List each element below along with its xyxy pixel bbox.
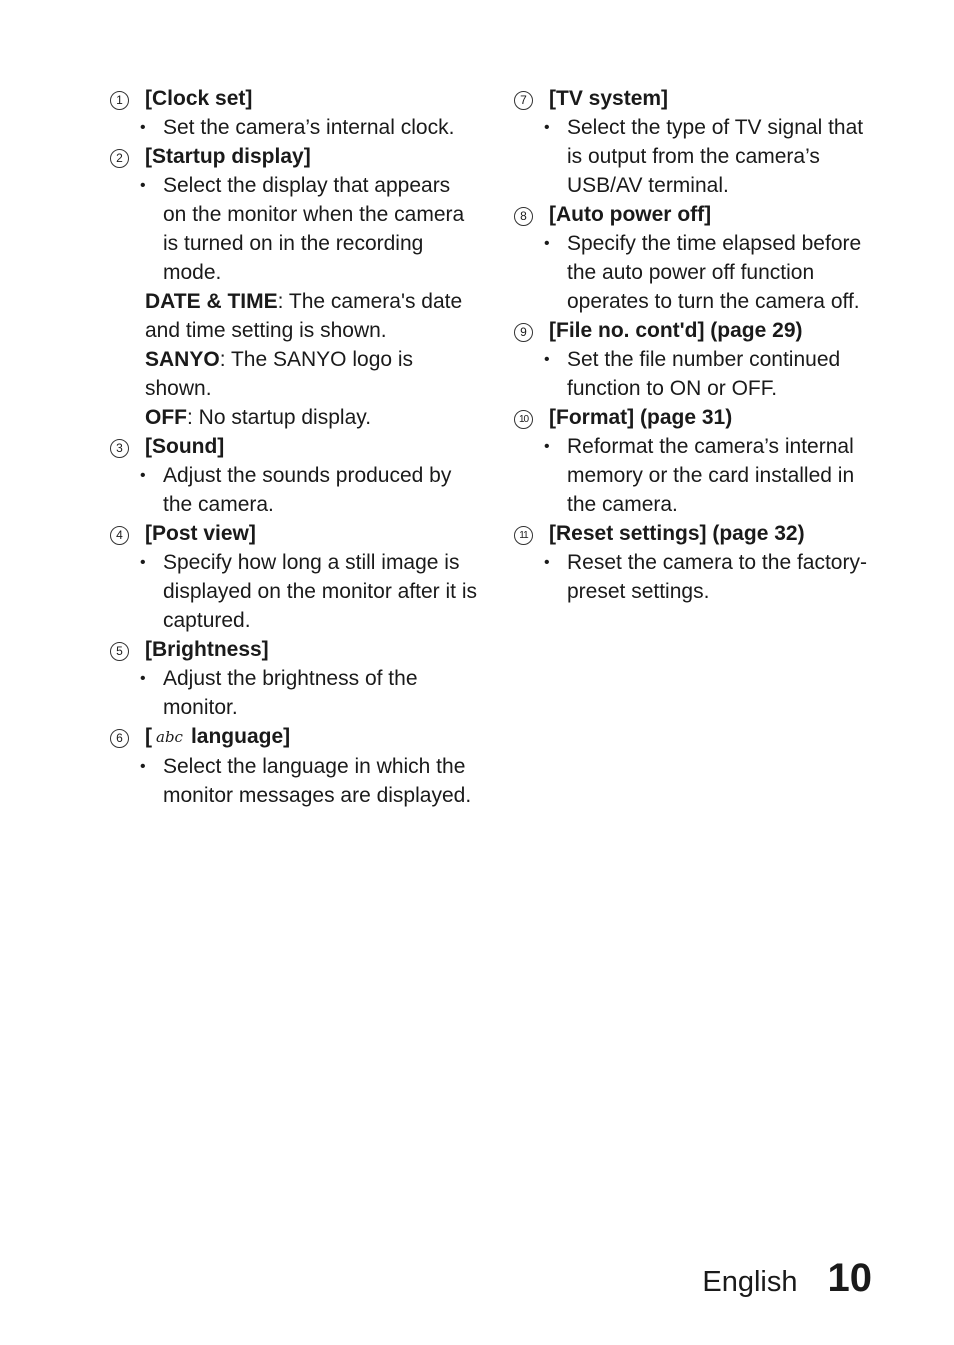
item-title: [Auto power off] [549, 203, 712, 226]
item-file-no-contd [512, 316, 882, 403]
option-term: SANYO [145, 348, 220, 371]
number-5-icon: 5 [110, 642, 129, 661]
language-abc-icon: abc [156, 728, 183, 746]
number-6-icon: 6 [110, 729, 129, 748]
item-reset-settings [512, 519, 882, 606]
bullet-text: • Select the language in which the monitor messages are displayed. [108, 752, 478, 810]
item-format [512, 403, 882, 519]
item-language: 6 [ abc language] • Select the language in which the monitor messages are displayed. [108, 722, 478, 810]
number-4-icon: 4 [110, 526, 129, 545]
item-startup-display [108, 142, 478, 432]
footer-language: English [702, 1266, 798, 1298]
bullet-text: • Set the file number continued function to ON or OFF. [512, 345, 882, 403]
bullet-text: • Adjust the brightness of the monitor. [108, 664, 478, 722]
item-title: [Format] (page 31) [549, 406, 733, 429]
item-title: [Reset settings] (page 32) [549, 522, 805, 545]
bullet-text: • Specify the time elapsed before the auto power off function operates to turn the camera off. [512, 229, 882, 316]
item-title: [Post view] [145, 522, 256, 545]
page-number: 10 [827, 1256, 872, 1300]
item-title: [Brightness] [145, 638, 269, 661]
bullet-text: • Select the type of TV signal that is output from the camera’s USB/AV terminal. [512, 113, 882, 200]
number-7-icon: 7 [514, 91, 533, 110]
option-term: DATE & TIME [145, 290, 278, 313]
item-title: language] [190, 725, 291, 748]
number-8-icon: 8 [514, 207, 533, 226]
number-2-icon: 2 [110, 149, 129, 168]
item-sound [108, 432, 478, 519]
item-auto-power-off [512, 200, 882, 316]
item-tv-system [512, 84, 882, 200]
right-column [512, 84, 882, 606]
bullet-text: • Select the display that appears on the monitor when the camera is turned on in the recording mode. [108, 171, 478, 287]
number-9-icon: 9 [514, 323, 533, 342]
item-clock-set [108, 84, 478, 142]
number-1-icon: 1 [110, 91, 129, 110]
number-3-icon: 3 [110, 439, 129, 458]
option-note: SANYO: The SANYO logo is shown. [145, 348, 414, 400]
item-title: [Sound] [145, 435, 225, 458]
bullet-text: • Reset the camera to the factory-preset settings. [512, 548, 882, 606]
bullet-text: • Specify how long a still image is displayed on the monitor after it is captured. [108, 548, 478, 635]
item-post-view [108, 519, 478, 635]
item-title: [File no. cont'd] (page 29) [549, 319, 803, 342]
bullet-text: • Adjust the sounds produced by the camera. [108, 461, 478, 519]
left-column [108, 84, 478, 810]
bullet-text: • Reformat the camera’s internal memory or the card installed in the camera. [512, 432, 882, 519]
item-brightness [108, 635, 478, 722]
option-note: OFF: No startup display. [145, 406, 372, 429]
item-title: [Clock set] [145, 87, 253, 110]
bullet-text: • Set the camera’s internal clock. [108, 113, 478, 142]
option-note: DATE & TIME: The camera's date and time setting is shown. [145, 290, 463, 342]
page-footer [702, 1256, 872, 1301]
number-10-icon: 10 [514, 410, 533, 429]
item-title: [TV system] [549, 87, 669, 110]
item-title: [Startup display] [145, 145, 311, 168]
option-term: OFF [145, 406, 187, 429]
number-11-icon: 11 [514, 526, 533, 545]
